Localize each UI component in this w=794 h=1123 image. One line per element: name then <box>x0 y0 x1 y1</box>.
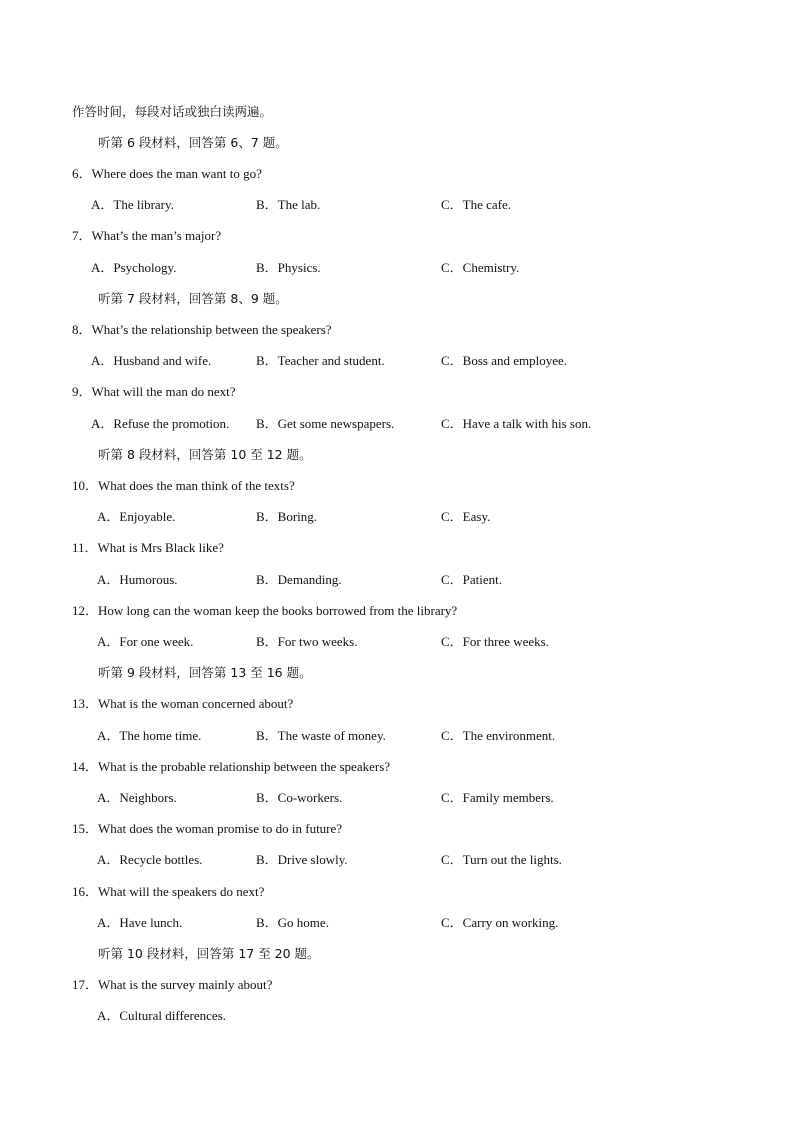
question-12-option-c: C．For three weeks. <box>441 634 549 649</box>
question-7-option-a: A．Psychology. <box>91 260 177 275</box>
question-12-stem: 12．How long can the woman keep the books borrowed from the library? <box>72 603 458 618</box>
question-13-option-b: B．The waste of money. <box>256 728 386 743</box>
question-15-stem: 15．What does the woman promise to do in future? <box>72 821 343 836</box>
question-8-stem: 8．What’s the relationship between the speakers? <box>72 322 332 337</box>
question-12-option-b: B．For two weeks. <box>256 634 358 649</box>
question-14-option-a: A．Neighbors. <box>97 790 177 805</box>
question-6-option-b: B．The lab. <box>256 197 321 212</box>
question-9-option-a: A．Refuse the promotion. <box>91 416 230 431</box>
question-11-stem: 11．What is Mrs Black like? <box>72 540 224 555</box>
section-heading-9: 听第 9 段材料，回答第 13 至 16 题。 <box>98 665 312 680</box>
question-16-option-a: A．Have lunch. <box>97 915 183 930</box>
question-7-option-b: B．Physics. <box>256 260 321 275</box>
question-15-option-b: B．Drive slowly. <box>256 852 348 867</box>
question-16-option-c: C．Carry on working. <box>441 915 559 930</box>
question-14-option-b: B．Co-workers. <box>256 790 343 805</box>
question-17-option-a: A．Cultural differences. <box>97 1008 226 1023</box>
instruction-text: 作答时间，每段对话或独白读两遍。 <box>72 104 273 119</box>
question-12-option-a: A．For one week. <box>97 634 194 649</box>
question-14-option-c: C．Family members. <box>441 790 554 805</box>
question-6-option-a: A．The library. <box>91 197 174 212</box>
question-8-option-b: B．Teacher and student. <box>256 353 385 368</box>
section-heading-7: 听第 7 段材料，回答第 8、9 题。 <box>98 291 288 306</box>
question-16-stem: 16．What will the speakers do next? <box>72 884 265 899</box>
question-10-option-a: A．Enjoyable. <box>97 509 176 524</box>
question-8-option-a: A．Husband and wife. <box>91 353 212 368</box>
question-10-option-c: C．Easy. <box>441 509 491 524</box>
question-8-option-c: C．Boss and employee. <box>441 353 568 368</box>
question-10-option-b: B．Boring. <box>256 509 318 524</box>
question-16-option-b: B．Go home. <box>256 915 329 930</box>
question-7-option-c: C．Chemistry. <box>441 260 520 275</box>
question-15-option-a: A．Recycle bottles. <box>97 852 203 867</box>
section-heading-8: 听第 8 段材料，回答第 10 至 12 题。 <box>98 447 312 462</box>
question-6-stem: 6．Where does the man want to go? <box>72 166 262 181</box>
question-15-option-c: C．Turn out the lights. <box>441 852 562 867</box>
question-14-stem: 14．What is the probable relationship between the speakers? <box>72 759 391 774</box>
question-11-option-b: B．Demanding. <box>256 572 342 587</box>
section-heading-10: 听第 10 段材料，回答第 17 至 20 题。 <box>98 946 320 961</box>
question-10-stem: 10．What does the man think of the texts? <box>72 478 295 493</box>
question-9-stem: 9．What will the man do next? <box>72 384 236 399</box>
question-11-option-c: C．Patient. <box>441 572 503 587</box>
question-17-stem: 17．What is the survey mainly about? <box>72 977 273 992</box>
section-heading-6: 听第 6 段材料，回答第 6、7 题。 <box>98 135 288 150</box>
question-9-option-c: C．Have a talk with his son. <box>441 416 592 431</box>
question-13-option-c: C．The environment. <box>441 728 556 743</box>
question-9-option-b: B．Get some newspapers. <box>256 416 395 431</box>
question-13-stem: 13．What is the woman concerned about? <box>72 696 294 711</box>
question-6-option-c: C．The cafe. <box>441 197 512 212</box>
question-11-option-a: A．Humorous. <box>97 572 178 587</box>
question-7-stem: 7．What’s the man’s major? <box>72 228 222 243</box>
question-13-option-a: A．The home time. <box>97 728 202 743</box>
